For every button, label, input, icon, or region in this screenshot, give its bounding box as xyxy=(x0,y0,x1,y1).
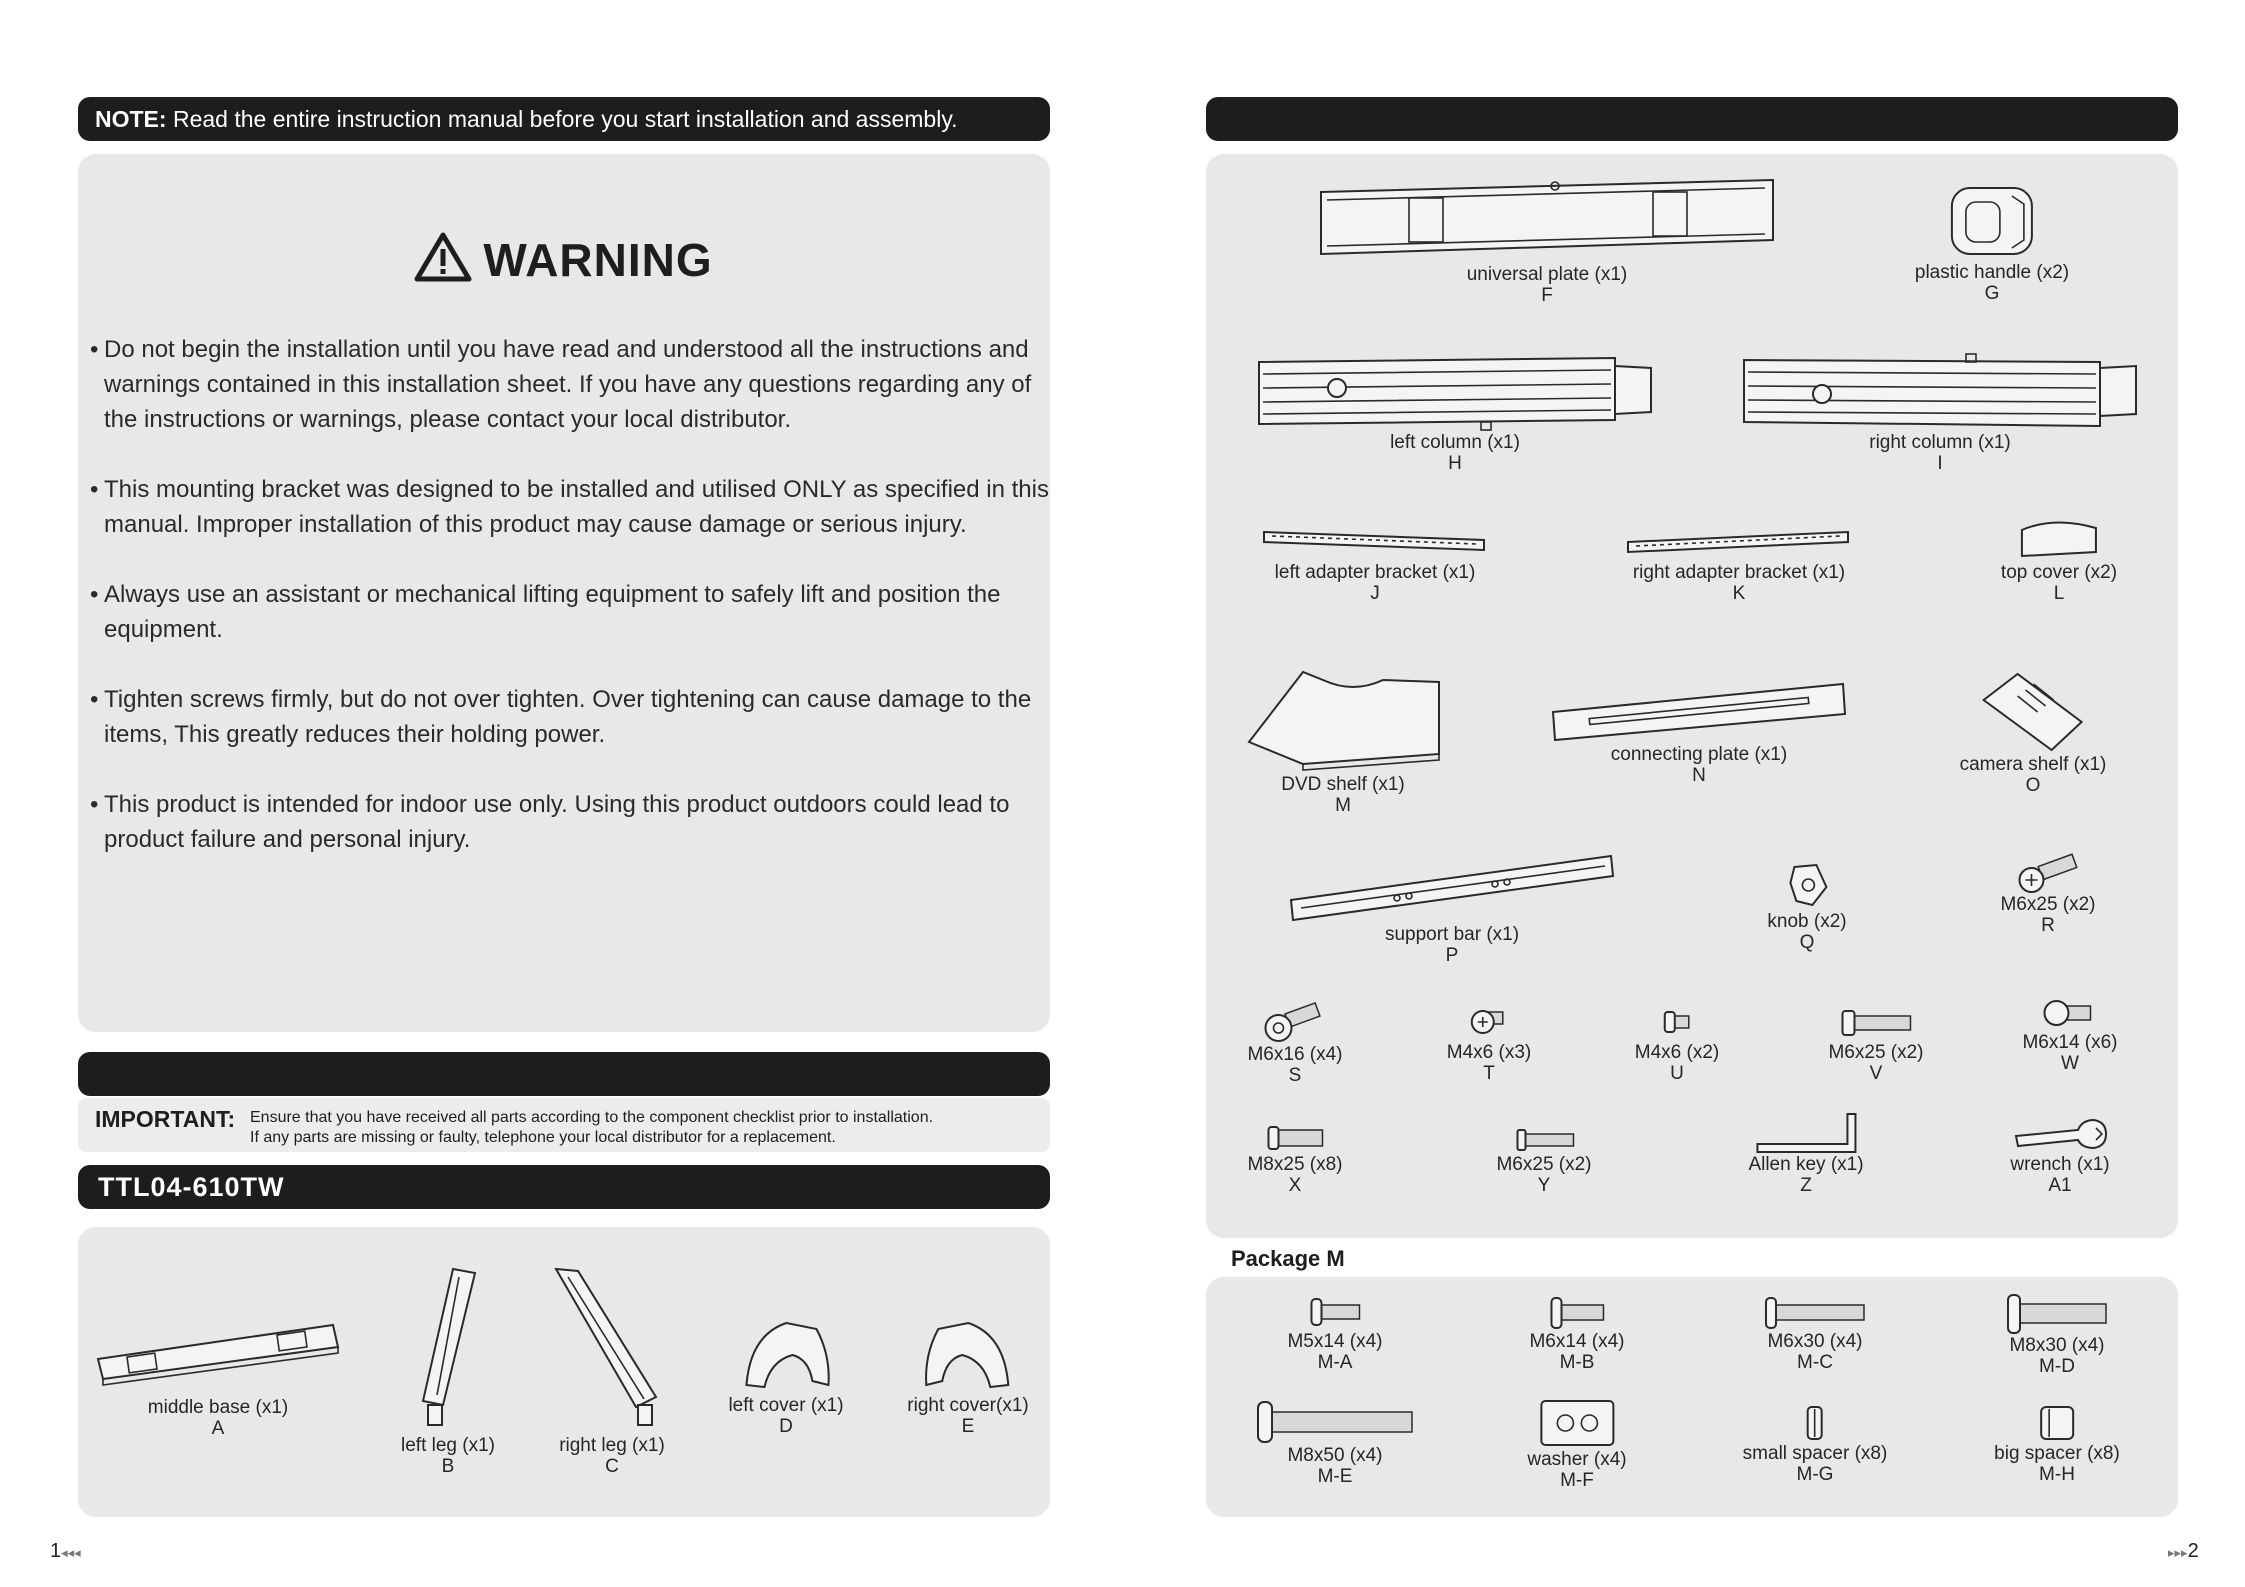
important-line-2: If any parts are missing or faulty, telephone your local distributor for a replacement. xyxy=(250,1129,836,1146)
screw-t-image xyxy=(1467,1002,1511,1042)
warning-item: • Tighten screws firmly, but do not over tighten. Over tightening can cause damage to the items, This greatly reduces their holding power. xyxy=(90,682,1050,752)
left-leg-image xyxy=(403,1265,493,1435)
warning-panel xyxy=(78,154,1050,1032)
left-cover-image xyxy=(736,1315,836,1395)
part-code: B xyxy=(441,1456,455,1477)
left-adapter-bracket-image xyxy=(1260,522,1490,562)
warning-item: • This product is intended for indoor use only. Using this product outdoors could lead to product failure and personal injury. xyxy=(90,787,1050,857)
right-leg-image xyxy=(552,1265,672,1435)
part-m4x6-u xyxy=(1635,1006,1719,1084)
part-label: M6x30 (x4) xyxy=(1767,1331,1863,1352)
camera-shelf-image xyxy=(1978,670,2088,754)
hardware-panel xyxy=(1206,154,2178,1238)
part-right-adapter-bracket xyxy=(1624,522,1854,604)
base-parts-panel xyxy=(78,1227,1050,1517)
screw-w-image xyxy=(2040,996,2100,1032)
warning-item: • This mounting bracket was designed to be installed and utilised ONLY as specified in this manual. Improper installation of this product may cause damage or serious injury. xyxy=(90,472,1050,542)
washer-m-f-image xyxy=(1537,1397,1617,1449)
part-label: camera shelf (x1) xyxy=(1959,754,2107,775)
part-label: small spacer (x8) xyxy=(1742,1443,1888,1464)
part-code: Q xyxy=(1799,932,1815,953)
screw-m-d-image xyxy=(2002,1293,2112,1335)
part-code: H xyxy=(1448,453,1462,474)
part-code: O xyxy=(2025,775,2041,796)
package-part-m-f xyxy=(1527,1397,1626,1491)
part-allen-key xyxy=(1748,1110,1863,1196)
screw-m-a-image xyxy=(1305,1295,1365,1331)
model-bar xyxy=(78,1165,1050,1209)
part-label: M5x14 (x4) xyxy=(1287,1331,1383,1352)
important-line-1: Ensure that you have received all parts according to the component checklist prior to installation. xyxy=(250,1109,934,1126)
part-label: plastic handle (x2) xyxy=(1914,262,2070,283)
part-label: left column (x1) xyxy=(1390,432,1520,453)
part-label: M6x16 (x4) xyxy=(1247,1044,1343,1065)
part-label: left cover (x1) xyxy=(728,1395,844,1416)
part-label: M6x25 (x2) xyxy=(2000,894,2096,915)
plastic-handle-image xyxy=(1942,182,2042,262)
warning-title-text: WARNING xyxy=(483,234,713,286)
universal-plate-image xyxy=(1317,174,1777,264)
part-m4x6-t xyxy=(1447,1002,1531,1084)
part-label: M6x14 (x6) xyxy=(2022,1032,2118,1053)
part-code: L xyxy=(2053,583,2065,604)
part-universal-plate xyxy=(1317,174,1777,306)
part-code: E xyxy=(961,1416,975,1437)
warning-title xyxy=(78,232,1050,287)
part-m6x14-w xyxy=(2022,996,2117,1074)
part-code: M-G xyxy=(1796,1464,1834,1485)
part-label: knob (x2) xyxy=(1767,911,1847,932)
part-connecting-plate xyxy=(1549,678,1849,786)
warning-triangle-icon xyxy=(415,232,471,282)
package-part-m-h xyxy=(1994,1403,2120,1485)
middle-base-image xyxy=(93,1317,343,1397)
wrench-image xyxy=(2010,1116,2110,1154)
part-label: wrench (x1) xyxy=(2010,1154,2110,1175)
page-number: 2 xyxy=(2187,1540,2199,1562)
package-m-panel xyxy=(1206,1277,2178,1517)
right-cover-image xyxy=(918,1315,1018,1395)
warning-list xyxy=(90,332,1050,892)
package-part-m-b xyxy=(1529,1295,1624,1373)
part-label: right adapter bracket (x1) xyxy=(1632,562,1846,583)
part-code: P xyxy=(1445,945,1459,966)
screw-u-image xyxy=(1657,1006,1697,1042)
part-code: G xyxy=(1984,283,2000,304)
part-plastic-handle xyxy=(1915,182,2069,304)
right-header-bar xyxy=(1206,97,2178,141)
part-left-cover xyxy=(728,1315,843,1437)
part-top-cover xyxy=(2001,516,2117,604)
note-label: NOTE: xyxy=(95,106,167,132)
blank-header-bar xyxy=(78,1052,1050,1096)
part-m6x16-s xyxy=(1247,1000,1342,1086)
part-label: left adapter bracket (x1) xyxy=(1274,562,1476,583)
part-code: A1 xyxy=(2048,1175,2072,1196)
part-code: M-A xyxy=(1317,1352,1353,1373)
part-code: U xyxy=(1670,1063,1684,1084)
part-m6x25-r xyxy=(2000,854,2095,936)
part-label: left leg (x1) xyxy=(401,1435,495,1456)
knob-image xyxy=(1782,861,1832,911)
dvd-shelf-image xyxy=(1243,664,1443,774)
note-bar xyxy=(78,97,1050,141)
screw-x-image xyxy=(1260,1124,1330,1154)
important-text xyxy=(250,1108,1040,1148)
part-code: Y xyxy=(1537,1175,1551,1196)
part-right-cover xyxy=(907,1315,1028,1437)
part-label: M6x25 (x2) xyxy=(1496,1154,1592,1175)
important-label: IMPORTANT: xyxy=(95,1106,236,1132)
top-cover-image xyxy=(2014,516,2104,562)
screw-y-image xyxy=(1509,1126,1579,1154)
part-code: A xyxy=(211,1418,225,1439)
part-label: right column (x1) xyxy=(1869,432,2011,453)
part-knob xyxy=(1767,861,1846,953)
part-m6x25-v xyxy=(1828,1006,1923,1084)
screw-m-c-image xyxy=(1760,1295,1870,1331)
part-code: T xyxy=(1483,1063,1495,1084)
left-column-image xyxy=(1255,354,1655,432)
part-label: M4x6 (x3) xyxy=(1446,1042,1532,1063)
part-camera-shelf xyxy=(1960,670,2107,796)
part-label: right cover(x1) xyxy=(907,1395,1029,1416)
part-right-leg xyxy=(552,1265,672,1477)
part-code: S xyxy=(1288,1065,1302,1086)
package-part-m-e xyxy=(1252,1399,1418,1487)
page-number-right xyxy=(2168,1540,2199,1563)
part-label: top cover (x2) xyxy=(2000,562,2118,583)
big-spacer-m-h-image xyxy=(2035,1403,2079,1443)
warning-item: • Always use an assistant or mechanical lifting equipment to safely lift and position the equipment. xyxy=(90,577,1050,647)
part-label: washer (x4) xyxy=(1527,1449,1627,1470)
part-dvd-shelf xyxy=(1243,664,1443,816)
part-code: W xyxy=(2061,1053,2079,1074)
connecting-plate-image xyxy=(1549,678,1849,744)
screw-v-image xyxy=(1836,1006,1916,1042)
part-label: M8x25 (x8) xyxy=(1247,1154,1343,1175)
right-adapter-bracket-image xyxy=(1624,522,1854,562)
part-label: M6x14 (x4) xyxy=(1529,1331,1625,1352)
screw-m-e-image xyxy=(1252,1399,1418,1445)
package-part-m-a xyxy=(1287,1295,1382,1373)
part-code: D xyxy=(779,1416,793,1437)
model-number: TTL04-610TW xyxy=(98,1172,285,1202)
part-code: M-D xyxy=(2039,1356,2075,1377)
part-code: V xyxy=(1869,1063,1883,1084)
package-part-m-c xyxy=(1760,1295,1870,1373)
support-bar-image xyxy=(1287,844,1617,924)
part-middle-base xyxy=(93,1317,343,1439)
part-label: M8x50 (x4) xyxy=(1287,1445,1383,1466)
package-part-m-g xyxy=(1743,1403,1888,1485)
part-code: R xyxy=(2041,915,2055,936)
part-left-column xyxy=(1255,354,1655,474)
part-label: Allen key (x1) xyxy=(1748,1154,1864,1175)
part-code: M-E xyxy=(1317,1466,1353,1487)
part-label: big spacer (x8) xyxy=(1994,1443,2120,1464)
part-label: support bar (x1) xyxy=(1384,924,1520,945)
package-part-m-d xyxy=(2002,1293,2112,1377)
part-code: C xyxy=(605,1456,619,1477)
part-m8x25-x xyxy=(1247,1124,1342,1196)
page-number: 1 xyxy=(50,1540,62,1562)
part-m6x25-y xyxy=(1496,1126,1591,1196)
screw-r-image xyxy=(2013,854,2083,894)
page-number-left xyxy=(50,1540,81,1563)
part-label: universal plate (x1) xyxy=(1466,264,1628,285)
important-notice xyxy=(78,1098,1050,1152)
part-support-bar xyxy=(1287,844,1617,966)
part-label: connecting plate (x1) xyxy=(1610,744,1788,765)
allen-key-image xyxy=(1751,1110,1861,1154)
part-code: M-F xyxy=(1560,1470,1594,1491)
part-code: F xyxy=(1541,285,1553,306)
part-right-column xyxy=(1740,354,2140,474)
part-label: M4x6 (x2) xyxy=(1634,1042,1720,1063)
package-title: Package M xyxy=(1231,1246,1345,1271)
part-code: I xyxy=(1937,453,1943,474)
part-left-leg xyxy=(401,1265,495,1477)
small-spacer-m-g-image xyxy=(1800,1403,1830,1443)
part-label: DVD shelf (x1) xyxy=(1281,774,1405,795)
part-label: M6x25 (x2) xyxy=(1828,1042,1924,1063)
screw-m-b-image xyxy=(1545,1295,1609,1331)
part-code: M-H xyxy=(2039,1464,2075,1485)
right-column-image xyxy=(1740,354,2140,432)
part-code: K xyxy=(1732,583,1746,604)
part-label: middle base (x1) xyxy=(147,1397,289,1418)
part-code: Z xyxy=(1800,1175,1812,1196)
screw-s-image xyxy=(1260,1000,1330,1044)
part-code: M xyxy=(1335,795,1351,816)
page-marker-right: ▸▸▸ xyxy=(2168,1545,2188,1560)
note-text: Read the entire instruction manual before you start installation and assembly. xyxy=(172,106,958,132)
part-code: J xyxy=(1370,583,1380,604)
part-code: M-B xyxy=(1559,1352,1595,1373)
part-code: X xyxy=(1288,1175,1302,1196)
part-label: M8x30 (x4) xyxy=(2009,1335,2105,1356)
part-code: N xyxy=(1692,765,1706,786)
part-code: M-C xyxy=(1797,1352,1833,1373)
part-wrench xyxy=(2010,1116,2110,1196)
page-marker-left: ◂◂◂ xyxy=(61,1545,81,1560)
warning-item: • Do not begin the installation until you have read and understood all the instructions and warnings contained in this installation sheet. If you have any questions regarding any of the instructions or warnings, please contact your local distributor. xyxy=(90,332,1050,437)
part-label: right leg (x1) xyxy=(559,1435,665,1456)
part-left-adapter-bracket xyxy=(1260,522,1490,604)
